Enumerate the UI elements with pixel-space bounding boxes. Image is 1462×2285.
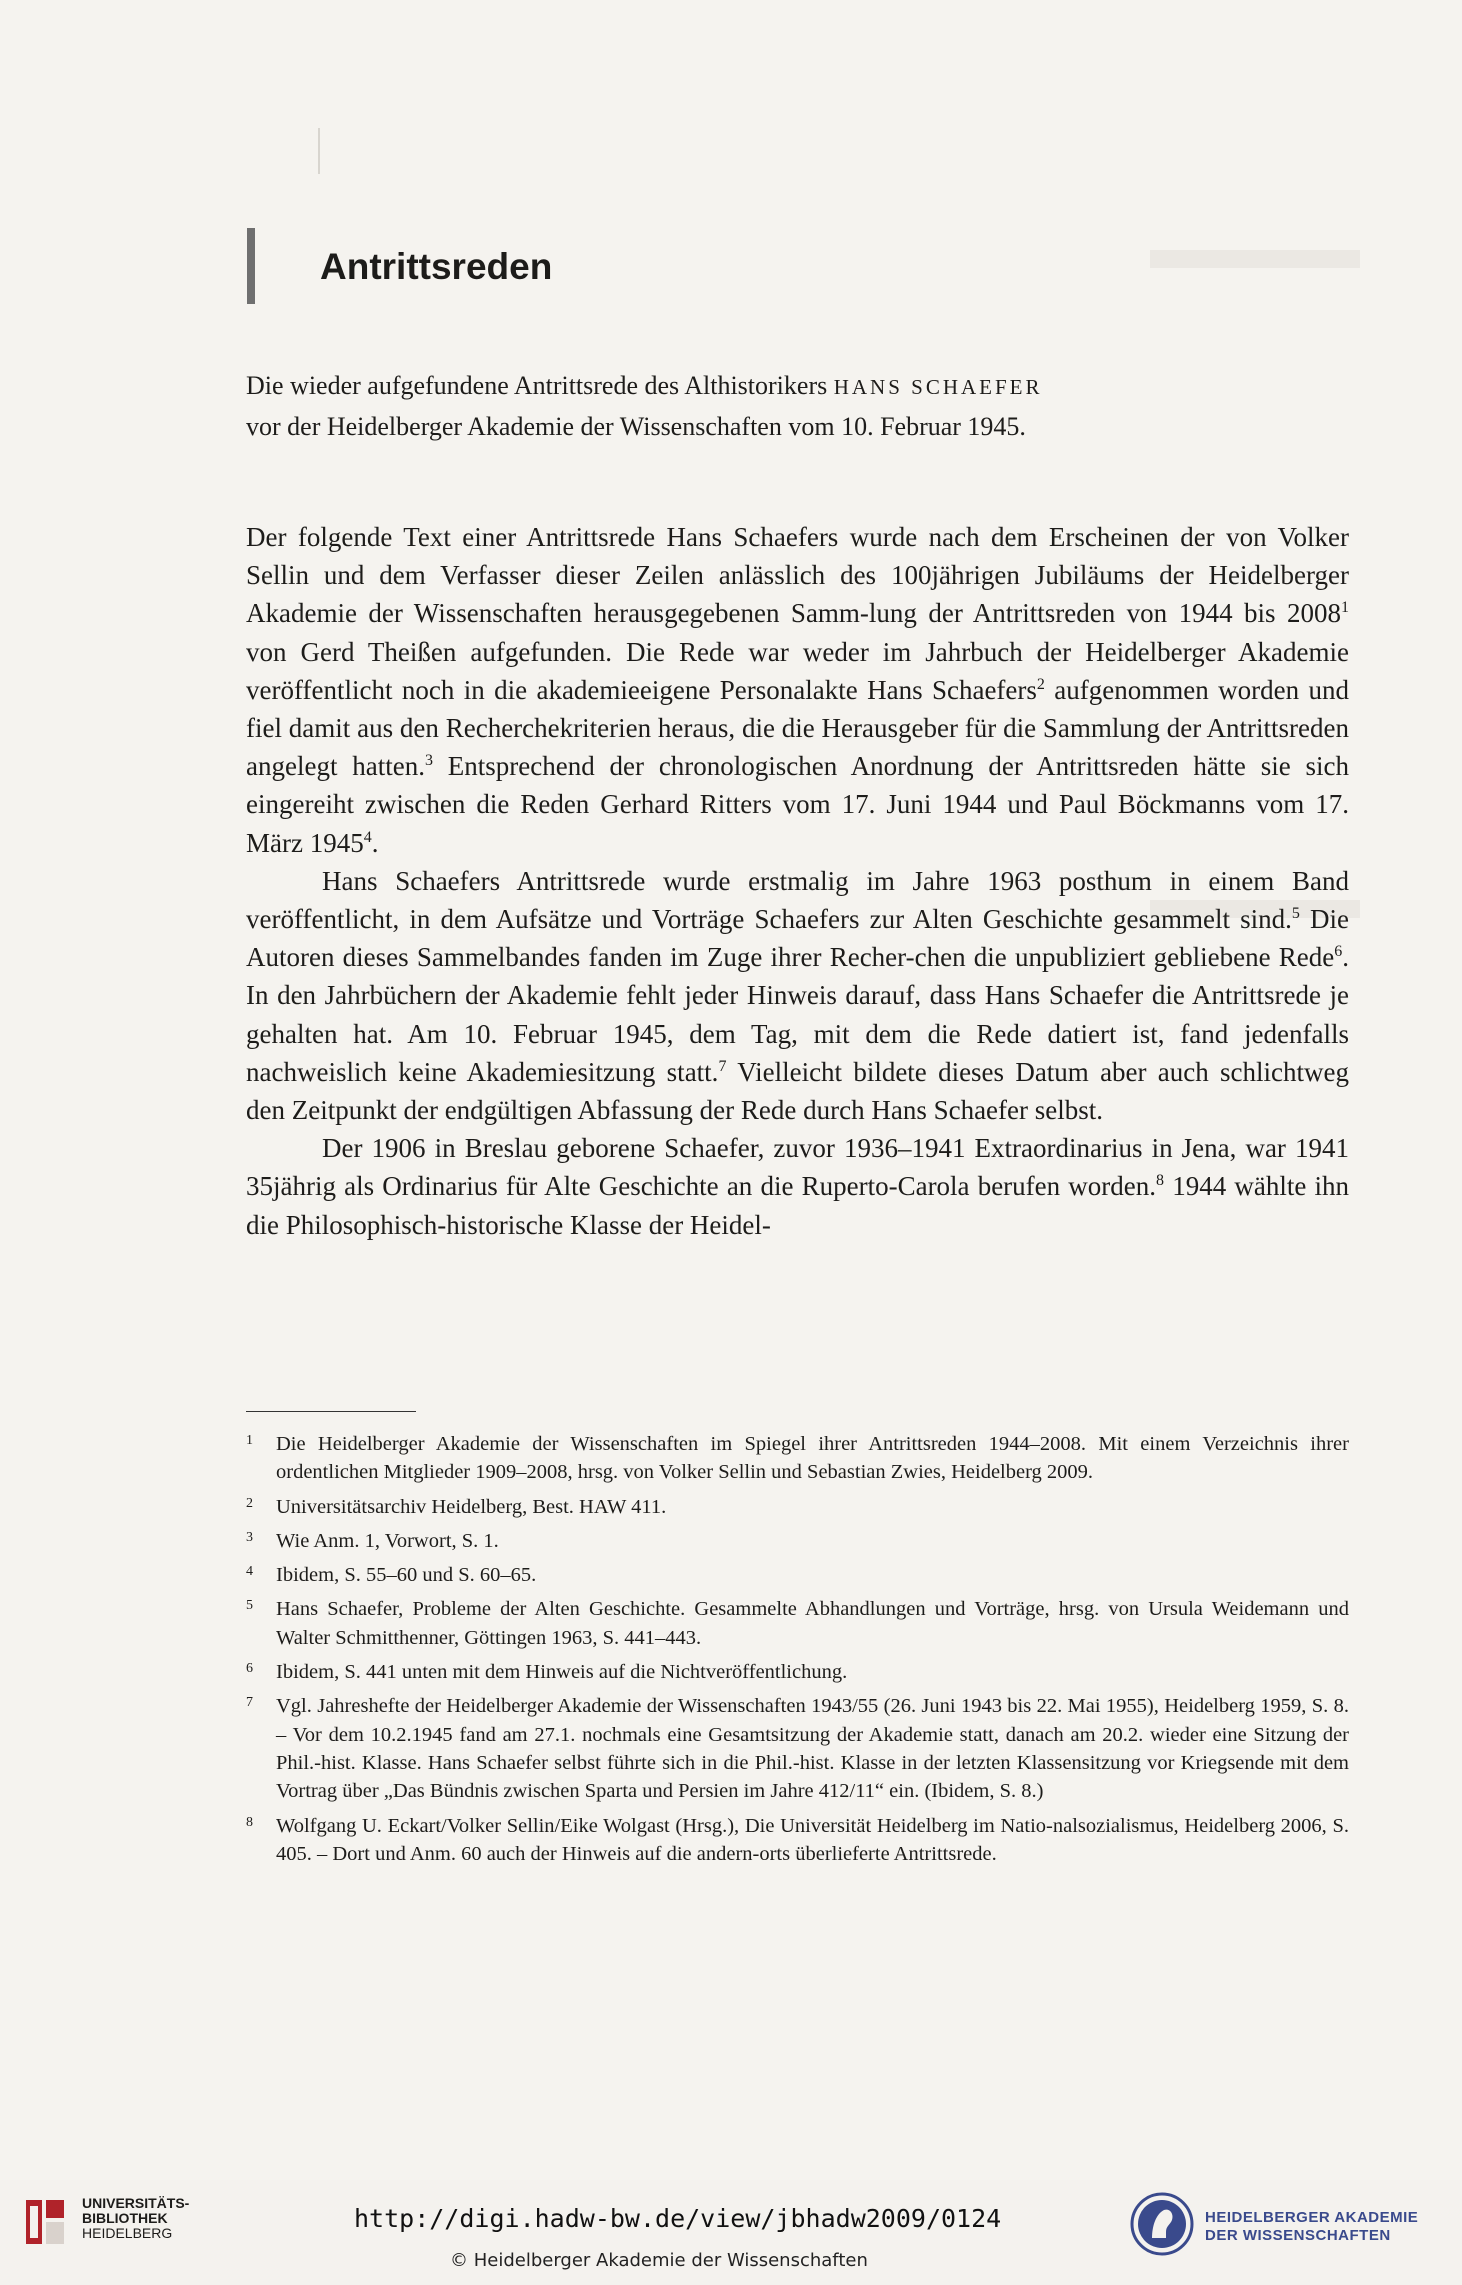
footnote-number: 2 xyxy=(246,1495,253,1511)
footnote-number: 4 xyxy=(246,1564,253,1580)
footnote-ref: 5 xyxy=(1291,905,1300,923)
footnote-ref: 7 xyxy=(718,1057,727,1075)
university-library-name[interactable] xyxy=(82,2196,189,2241)
bleed-through-divider xyxy=(318,128,320,174)
paragraph-3 xyxy=(246,1129,1349,1244)
footnote-number: 7 xyxy=(246,1695,253,1711)
copyright-notice: © Heidelberger Akademie der Wissenschaften xyxy=(450,2250,868,2271)
footnote xyxy=(246,1812,1349,1869)
footnote-text: Universitätsarchiv Heidelberg, Best. HAW 411. xyxy=(276,1495,667,1518)
footnote-ref: 6 xyxy=(1334,943,1343,961)
heading-marker-bar xyxy=(247,228,255,304)
text-run: Der folgende Text einer Antrittsrede Hans Schaefers wurde nach dem Erscheinen der von Volker Sellin und dem Verfasser dieser Zeilen anlässlich des 100jährigen Jubiläums der Heidelberger Akademie der Wissenschaften herausgegebenen Samm-lung der Antrittsreden von 1944 bis 2008 xyxy=(246,522,1349,629)
library-name-line: UNIVERSITÄTS- xyxy=(82,2195,190,2211)
footnote xyxy=(246,1527,1349,1555)
footnote-number: 1 xyxy=(246,1433,253,1448)
footnote xyxy=(246,1561,1349,1589)
academy-name-line: HEIDELBERGER AKADEMIE xyxy=(1205,2209,1419,2226)
footnote-ref: 8 xyxy=(1156,1172,1165,1190)
footnote-number: 3 xyxy=(246,1529,253,1545)
footnote-text: Wolfgang U. Eckart/Volker Sellin/Eike Wolgast (Hrsg.), Die Universität Heidelberg im Natio-nalsozialismus, Heidelberg 2006, S. 405. – Dort und Anm. 60 auch der Hinweis auf die andern-orts überlieferte Antrittsrede. xyxy=(276,1814,1349,1865)
footnote-number: 5 xyxy=(246,1598,253,1614)
text-run: 1944 wählte ihn die Philosophisch-historische Klasse der Heidel- xyxy=(246,1171,1349,1240)
academy-name[interactable] xyxy=(1205,2209,1418,2245)
text-run: Vielleicht bildete dieses Datum aber auch schlichtweg den Zeitpunkt der endgültigen Abfassung der Rede durch Hans Schaefer selbst. xyxy=(246,1056,1349,1126)
footnote-text: Ibidem, S. 55–60 und S. 60–65. xyxy=(276,1564,537,1587)
paragraph-2 xyxy=(246,862,1349,1129)
intro-name: HANS SCHAEFER xyxy=(833,375,1043,399)
footnote xyxy=(246,1595,1349,1652)
footnote-text: Ibidem, S. 441 unten mit dem Hinweis auf die Nichtveröffentlichung. xyxy=(276,1661,848,1684)
footnote-text: Die Heidelberger Akademie der Wissenschaften im Spiegel ihrer Antrittsreden 1944–2008. Mit einem Verzeichnis ihrer ordentlichen Mitglieder 1909–2008, hrsg. von Volker Sellin und Sebastian Zwies, Heidelberg 2009. xyxy=(276,1433,1349,1484)
footnote-text: Vgl. Jahreshefte der Heidelberger Akademie der Wissenschaften 1943/55 (26. Juni 1943 bis 22. Mai 1955), Heidelberg 1959, S. 8. – Vor dem 10.2.1945 fand am 27.1. nochmals eine Gesamtsitzung der Akademie statt, danach am 20.2. wieder eine Sitzung der Phil.-hist. Klasse. Hans Schaefer selbst führte sich in die Phil.-hist. Klasse in der letzten Klassensitzung vor Kriegsende mit dem Vortrag über „Das Bündnis zwischen Sparta und Persien im Jahre 412/11“ ein. (Ibidem, S. 8.) xyxy=(276,1695,1349,1803)
body-text xyxy=(246,518,1349,1244)
academy-seal-icon[interactable] xyxy=(1130,2192,1194,2256)
footnote-rule xyxy=(246,1411,416,1412)
footnote-number: 6 xyxy=(246,1661,253,1677)
text-run: . In den Jahrbüchern der Akademie fehlt jeder Hinweis darauf, dass Hans Schaefer die Antrittsrede je gehalten hat. Am 10. Februar 1945, dem Tag, mit dem die Rede datiert ist, fand jedenfalls nachweislich keine Akademiesitzung statt. xyxy=(246,942,1349,1087)
permalink-url[interactable]: http://digi.hadw-bw.de/view/jbhadw2009/0124 xyxy=(354,2204,1002,2233)
text-run: Der 1906 in Breslau geborene Schaefer, zuvor 1936–1941 Extraordinarius in Jena, war 1941 35jährig als Ordinarius für Alte Geschichte an die Ruperto-Carola berufen worden. xyxy=(246,1133,1349,1202)
bleed-through-shading xyxy=(1150,250,1360,268)
text-run: Entsprechend der chronologischen Anordnung der Antrittsreden hätte sie sich eingereiht zwischen die Reden Gerhard Ritters vom 17. Juni 1944 und Paul Böckmanns vom 17. März 1945 xyxy=(246,751,1349,858)
footnote xyxy=(246,1493,1349,1521)
text-run: Die Autoren dieses Sammelbandes fanden im Zuge ihrer Recher-chen die unpubliziert gebliebene Rede xyxy=(246,904,1350,973)
page-heading: Antrittsreden xyxy=(320,246,553,287)
footnote-text: Wie Anm. 1, Vorwort, S. 1. xyxy=(276,1529,499,1552)
footnote-ref: 2 xyxy=(1036,675,1045,693)
footnote-number: 8 xyxy=(246,1814,253,1830)
university-library-logo-icon[interactable] xyxy=(22,2196,68,2248)
footnote xyxy=(246,1658,1349,1686)
intro-paragraph xyxy=(246,366,1346,446)
text-run: von Gerd Theißen aufgefunden. Die Rede war weder im Jahrbuch der Heidelberger Akademie veröffentlicht noch in die akademieeigene Personalakte Hans Schaefers xyxy=(246,636,1349,705)
text-run: Hans Schaefers Antrittsrede wurde erstmalig im Jahre 1963 posthum in einem Band veröffentlicht, in dem Aufsätze und Vorträge Schaefers zur Alten Geschichte gesammelt sind. xyxy=(246,865,1349,935)
text-run: . xyxy=(371,827,379,858)
intro-text-line2: vor der Heidelberger Akademie der Wissenschaften vom 10. Februar 1945. xyxy=(246,412,1026,441)
footnote-ref: 3 xyxy=(424,752,433,770)
library-name-line: HEIDELBERG xyxy=(82,2225,173,2241)
paragraph-1 xyxy=(246,518,1349,862)
library-name-line: BIBLIOTHEK xyxy=(82,2210,168,2226)
footnotes xyxy=(246,1430,1349,1874)
footnote-ref: 4 xyxy=(363,828,372,846)
footnote-text: Hans Schaefer, Probleme der Alten Geschichte. Gesammelte Abhandlungen und Vorträge, hrsg. von Ursula Weidemann und Walter Schmitthenner, Göttingen 1963, S. 441–443. xyxy=(276,1598,1349,1649)
footnote-ref: 1 xyxy=(1341,599,1349,617)
intro-text: Die wieder aufgefundene Antrittsrede des Althistorikers xyxy=(246,371,828,400)
footnote xyxy=(246,1692,1349,1805)
academy-name-line: DER WISSENSCHAFTEN xyxy=(1205,2227,1391,2244)
footnote xyxy=(246,1430,1349,1487)
text-run: aufgenommen worden und fiel damit aus den Recherchekriterien heraus, die die Herausgeber für die Sammlung der Antrittsreden angelegt hatten. xyxy=(246,674,1349,782)
